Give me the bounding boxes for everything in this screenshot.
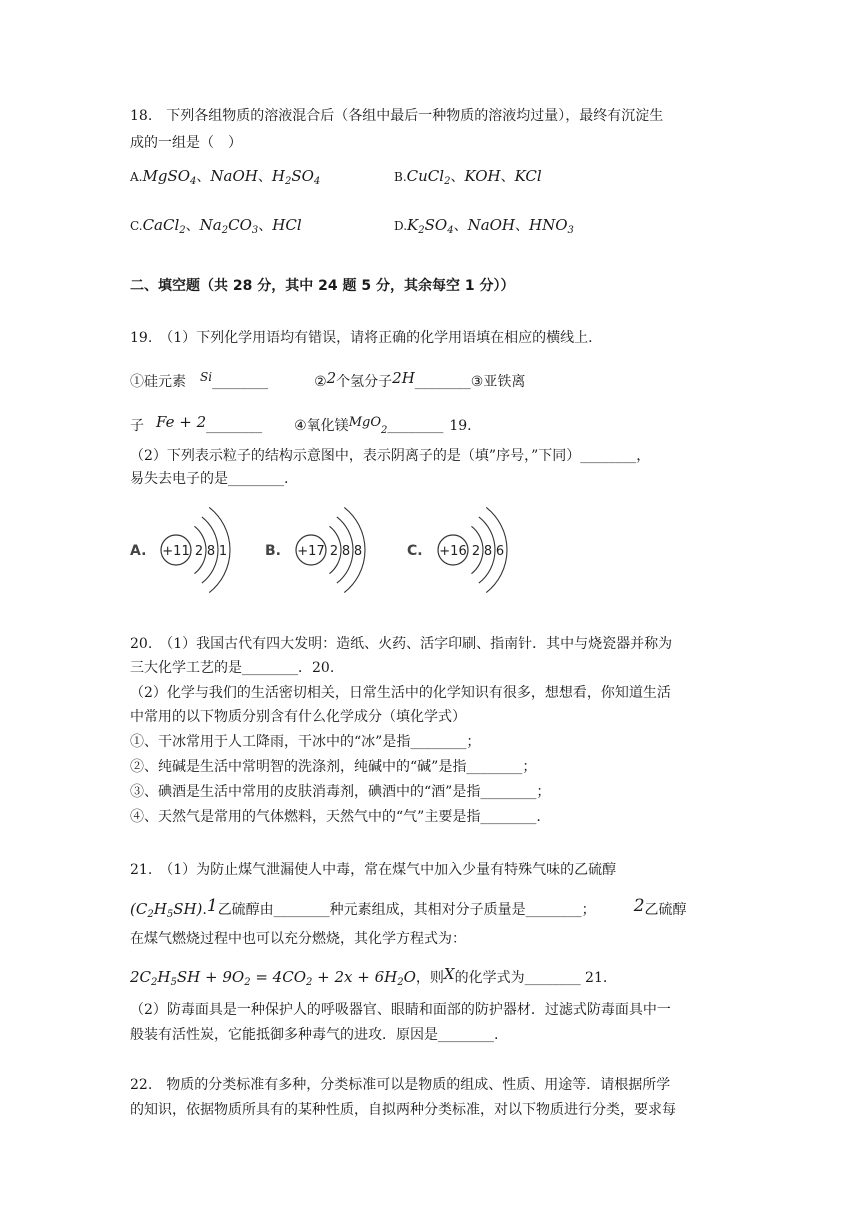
electron-count: 2 — [471, 544, 481, 559]
nucleus-charge: +16 — [439, 544, 467, 559]
section-heading: 二、填空题（共 28 分，其中 24 题 5 分，其余每空 1 分）） — [130, 278, 515, 294]
q22-line2: 的知识，依据物质所具有的某种性质，自拟两种分类标准，对以下物质进行分类，要求每 — [130, 1102, 676, 1118]
electron-count: 8 — [353, 544, 363, 559]
q20-line4: 中常用的以下物质分别含有什么化学成分（填化学式） — [130, 709, 466, 725]
q20-line1: 20. （1）我国古代有四大发明：造纸、火药、活字印刷、指南针．其中与烧瓷器并称为 — [130, 636, 673, 652]
diagram-label: C. — [407, 543, 423, 559]
nucleus-charge: +17 — [297, 544, 325, 559]
q21-line3: 在煤气燃烧过程中也可以充分燃烧，其化学方程式为： — [130, 931, 466, 947]
q20-line5: ①、干冰常用于人工降雨，干冰中的“冰”是指________； — [130, 734, 481, 750]
q19-item-line2: 子 Fe + 2________ ④氧化镁MgO$_2$________ 19. — [130, 413, 472, 436]
q18-line1: 18. 下列各组物质的溶液混合后（各组中最后一种物质的溶液均过量），最终有沉淀生 — [130, 108, 664, 124]
option-d: $D.K_2SO_4$、NaOH、$HNO_3$ — [394, 216, 574, 236]
electron-count: 6 — [495, 544, 505, 559]
q21-line2: $(C_2H_5SH).1$乙硫醇由________种元素组成，其相对分子质量是________； 2乙硫醇 — [130, 896, 687, 920]
electron-count: 1 — [218, 544, 228, 559]
electron-count: 2 — [194, 544, 204, 559]
atom-diagram-3 — [407, 507, 507, 592]
option-c: C.CaCl$_2$、$Na_2CO_3$、HCl — [130, 216, 302, 236]
q20-line3: （2）化学与我们的生活密切相关，日常生活中的化学知识有很多，想想看，你知道生活 — [130, 685, 671, 701]
q21-equation-line: $2C_2H_5SH + 9O_2 = 4CO_2 + 2x + 6H_2O$，则X的化学式为________ 21. — [130, 965, 608, 988]
q22-line1: 22. 物质的分类标准有多种，分类标准可以是物质的组成、性质、用途等．请根据所学 — [130, 1077, 671, 1093]
option-b: B.CuCl$_2$、KOH、KCl — [394, 167, 542, 187]
q21-line1: 21. （1）为防止煤气泄漏使人中毒，常在煤气中加入少量有特殊气味的乙硫醇 — [130, 862, 617, 878]
atom-diagram-2 — [265, 507, 365, 592]
electron-count: 8 — [483, 544, 493, 559]
atom-diagrams — [128, 498, 548, 608]
q20-line2: 三大化学工艺的是________．20. — [130, 660, 335, 676]
q21-line5: （2）防毒面具是一种保护人的呼吸器官、眼睛和面部的防护器材．过滤式防毒面具中一 — [130, 1002, 671, 1018]
q21-line6: 般装有活性炭，它能抵御多种毒气的进攻．原因是________. — [130, 1027, 499, 1043]
q19-intro: 19. （1）下列化学用语均有错误，请将正确的化学用语填在相应的横线上. — [130, 330, 593, 346]
electron-count: 8 — [341, 544, 351, 559]
option-a: A.MgSO$_4$、NaOH、$H_2SO_4$ — [130, 167, 321, 187]
q18-line2: 成的一组是（ ） — [130, 135, 242, 151]
diagram-label: A. — [130, 543, 147, 559]
nucleus-charge: +11 — [162, 544, 190, 559]
q19-part2-line2: 易失去电子的是________. — [130, 471, 289, 487]
q19-part2-line1: （2）下列表示粒子的结构示意图中，表示阴离子的是（填”序号，”下同）________， — [130, 448, 651, 464]
q19-item-line1: ①硅元素 Si________ ②2个氢分子2H________③亚铁离 — [130, 369, 526, 390]
electron-count: 8 — [206, 544, 216, 559]
electron-count: 2 — [329, 544, 339, 559]
q20-line6: ②、纯碱是生活中常明智的洗涤剂，纯碱中的“碱”是指________； — [130, 759, 537, 775]
atom-diagram-1 — [130, 507, 230, 592]
diagram-label: B. — [265, 543, 281, 559]
q20-line8: ④、天然气是常用的气体燃料，天然气中的“气”主要是指________. — [130, 809, 541, 825]
q20-line7: ③、碘酒是生活中常用的皮肤消毒剂，碘酒中的“酒”是指________； — [130, 784, 551, 800]
